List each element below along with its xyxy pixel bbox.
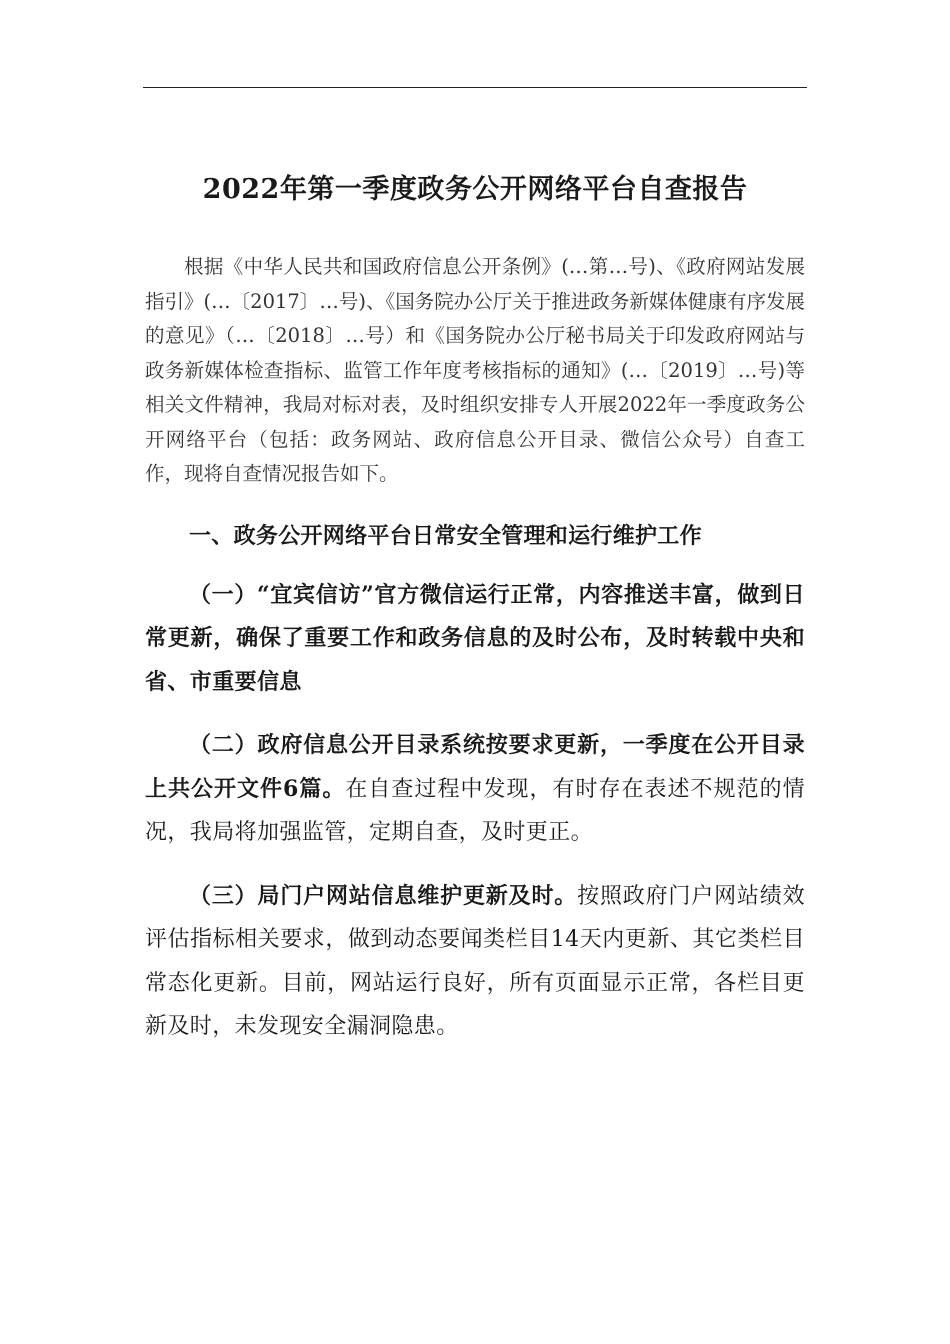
item-2-lead: （二）政府信息公开目录系统按要求更新，一季度在公开目录上共公开文件6篇。 bbox=[145, 732, 805, 802]
document-title: 2022年第一季度政务公开网络平台自查报告 bbox=[202, 174, 748, 205]
item-3-lead: （三）局门户网站信息维护更新及时。 bbox=[189, 882, 578, 909]
item-2-body: 在自查过程中发现，有时存在表述不规范的情况，我局将加强监管，定期自查，及时更正。 bbox=[145, 776, 805, 845]
section-heading-1: 一、政务公开网络平台日常安全管理和运行维护工作 bbox=[189, 522, 702, 549]
document-body bbox=[145, 170, 805, 1069]
item-1-paragraph: （一）“宜宾信访”官方微信运行正常，内容推送丰富，做到日常更新，确保了重要工作和政务信息的及时公布，及时转载中央和省、市重要信息 bbox=[145, 581, 805, 695]
header-rule bbox=[143, 87, 807, 88]
intro-paragraph: 根据《中华人民共和国政府信息公开条例》(…第…号)、《政府网站发展指引》(…〔2017〕…号)、《国务院办公厅关于推进政务新媒体健康有序发展的意见》（…〔2018〕…号）和《国务院办公厅秘书局关于印发政府网站与政务新媒体检查指标、监管工作年度考核指标的通知》(…〔2019〕…号)等相关文件精神，我局对标对表，及时组织安排专人开展2022年一季度政务公开网络平台（包括：政务网站、政府信息公开目录、微信公众号）自查工作，现将自查情况报告如下。 bbox=[145, 255, 805, 485]
item-3-body: 按照政府门户网站绩效评估指标相关要求，做到动态要闻类栏目14天内更新、其它类栏目常态化更新。目前，网站运行良好，所有页面显示正常，各栏目更新及时，未发现安全漏洞隐患。 bbox=[145, 883, 805, 1039]
item-3-paragraph bbox=[145, 875, 805, 1049]
item-2-paragraph bbox=[145, 724, 805, 855]
